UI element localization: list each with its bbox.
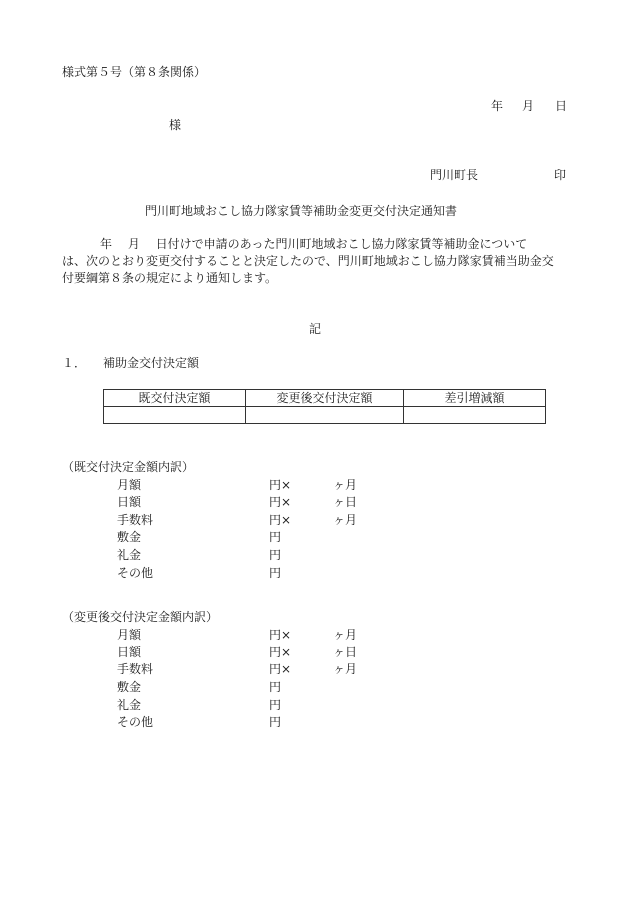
table-header: 差引増減額 [404,390,546,407]
notice-body-line: 年 月 日付けで申請のあった門川町地域おこし協力隊家賃等補助金について [100,237,528,251]
decision-amount-table [103,389,546,424]
date-year: 年 [491,99,504,113]
breakdown-label: 敷金 [117,530,142,544]
breakdown-unit: ヶ月 [333,628,358,642]
breakdown-label: その他 [117,715,154,729]
table-cell [104,407,246,424]
breakdown-title: （変更後交付決定金額内訳） [62,610,219,624]
section-title: 補助金交付決定額 [103,356,200,370]
table-cell [246,407,404,424]
issuer-title: 門川町長 [430,168,479,182]
date-day: 日 [555,99,568,113]
date-month: 月 [522,99,535,113]
breakdown-label: 月額 [117,478,142,492]
breakdown-unit: ヶ日 [333,645,358,659]
breakdown-yen: 円 [269,680,282,694]
table-header: 既交付決定額 [104,390,246,407]
addressee-suffix: 様 [169,118,182,132]
breakdown-yen: 円 [269,715,282,729]
breakdown-label: その他 [117,566,154,580]
breakdown-label: 日額 [117,495,142,509]
breakdown-label: 月額 [117,628,142,642]
document-title: 門川町地域おこし協力隊家賃等補助金変更交付決定通知書 [145,204,458,218]
breakdown-yen: 円 [269,698,282,712]
issuer-seal: 印 [554,168,567,182]
breakdown-yen: 円× [269,495,292,509]
breakdown-yen: 円 [269,548,282,562]
breakdown-label: 礼金 [117,548,142,562]
form-number: 様式第５号（第８条関係） [62,65,207,79]
breakdown-label: 礼金 [117,698,142,712]
breakdown-yen: 円 [269,566,282,580]
breakdown-unit: ヶ日 [333,495,358,509]
breakdown-label: 日額 [117,645,142,659]
breakdown-title: （既交付決定金額内訳） [62,460,195,474]
breakdown-yen: 円× [269,478,292,492]
breakdown-yen: 円 [269,530,282,544]
breakdown-yen: 円× [269,628,292,642]
table-cell [404,407,546,424]
breakdown-label: 手数料 [117,662,154,676]
breakdown-label: 手数料 [117,513,154,527]
breakdown-unit: ヶ月 [333,513,358,527]
breakdown-label: 敷金 [117,680,142,694]
table-row [104,407,546,424]
table-header-row [104,390,546,407]
breakdown-yen: 円× [269,645,292,659]
breakdown-unit: ヶ月 [333,662,358,676]
breakdown-unit: ヶ月 [333,478,358,492]
section-number: １． [62,356,87,370]
ki-heading: 記 [309,322,322,336]
notice-body-line: 付要綱第８条の規定により通知します。 [62,271,278,285]
notice-body-line: は、次のとおり変更交付することと決定したので、門川町地域おこし協力隊家賃補当助金交 [62,254,554,268]
table-header: 変更後交付決定額 [246,390,404,407]
breakdown-yen: 円× [269,513,292,527]
breakdown-yen: 円× [269,662,292,676]
